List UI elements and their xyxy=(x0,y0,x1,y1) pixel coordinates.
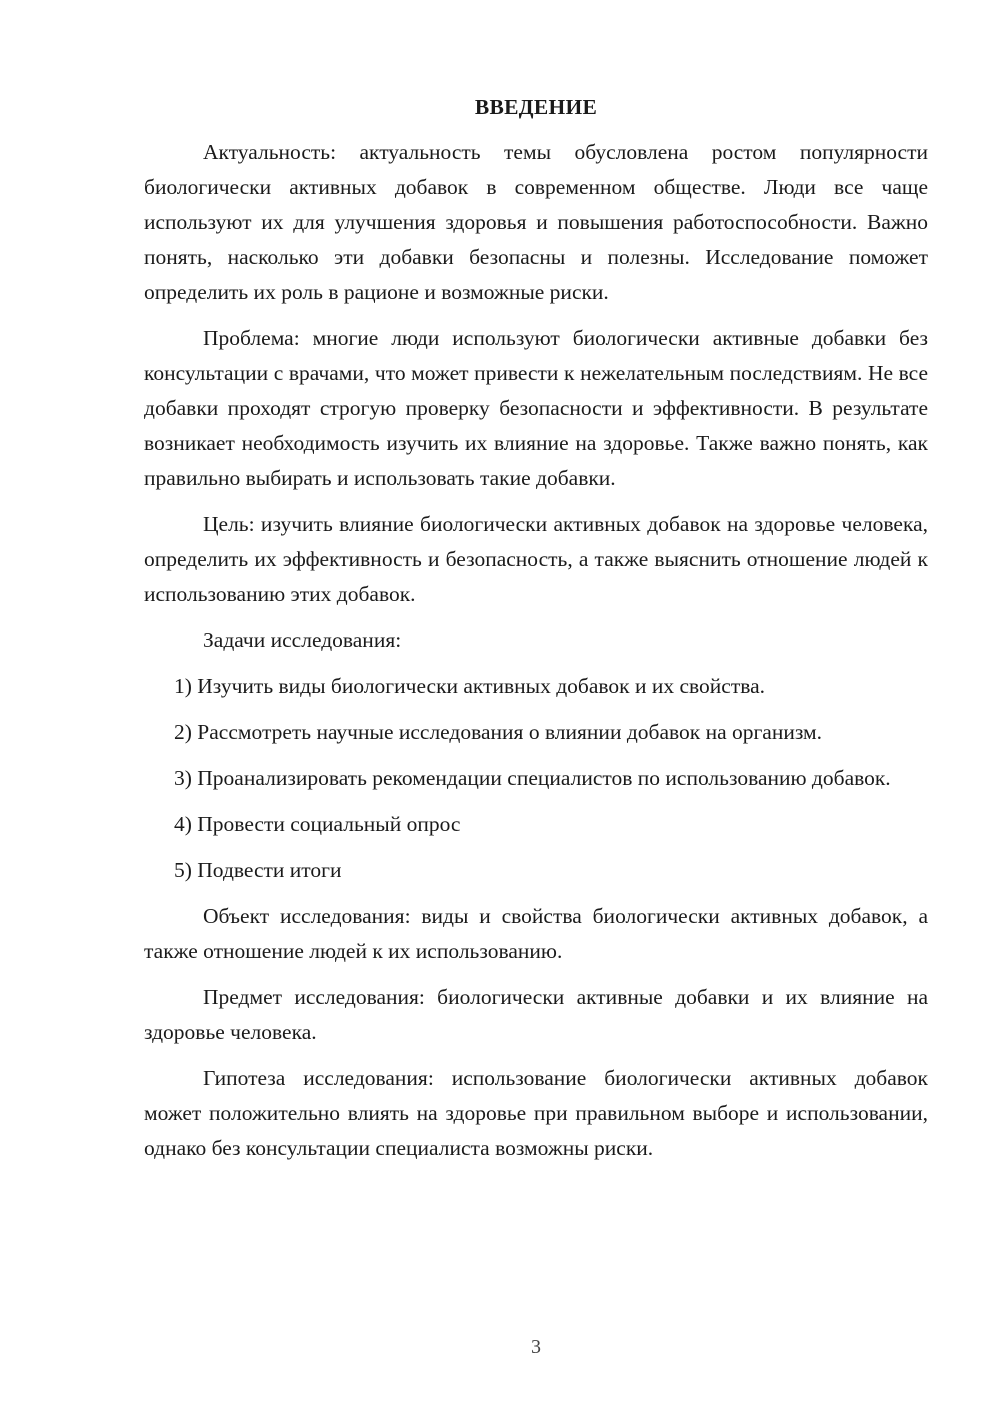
document-title: ВВЕДЕНИЕ xyxy=(474,95,598,119)
paragraph-tasks-heading: Задачи исследования: xyxy=(203,628,402,652)
document-page xyxy=(144,90,928,1177)
page-number: 3 xyxy=(531,1336,541,1358)
paragraph-relevance: Актуальность: актуальность темы обусловлена ростом популярности биологически активных добавок в современном обществе. Люди все чаще используют их для улучшения здоровья и повышения работоспособности. Важно понять, насколько эти добавки безопасны и полезны. Исследование поможет определить их роль в рационе и возможные риски. xyxy=(144,140,928,304)
paragraph-subject: Предмет исследования: биологически активные добавки и их влияние на здоровье человека. xyxy=(144,985,928,1044)
task-item-2: 2) Рассмотреть научные исследования о влиянии добавок на организм. xyxy=(174,720,823,744)
paragraph-hypothesis: Гипотеза исследования: использование биологически активных добавок может положительно влиять на здоровье при правильном выборе и использовании, однако без консультации специалиста возможны риски. xyxy=(144,1066,928,1160)
paragraph-goal: Цель: изучить влияние биологически активных добавок на здоровье человека, определить их эффективность и безопасность, а также выяснить отношение людей к использованию этих добавок. xyxy=(144,512,928,606)
task-item-3: 3) Проанализировать рекомендации специалистов по использованию добавок. xyxy=(174,766,891,790)
paragraph-problem: Проблема: многие люди используют биологически активные добавки без консультации с врачами, что может привести к нежелательным последствиям. Не все добавки проходят строгую проверку безопасности и эффективности. В результате возникает необходимость изучить их влияние на здоровье. Также важно понять, как правильно выбирать и использовать такие добавки. xyxy=(144,326,928,490)
task-item-1: 1) Изучить виды биологически активных добавок и их свойства. xyxy=(174,674,766,698)
task-item-4: 4) Провести социальный опрос xyxy=(174,812,461,836)
paragraph-object: Объект исследования: виды и свойства биологически активных добавок, а также отношение людей к их использованию. xyxy=(144,904,928,963)
task-item-5: 5) Подвести итоги xyxy=(174,858,342,882)
